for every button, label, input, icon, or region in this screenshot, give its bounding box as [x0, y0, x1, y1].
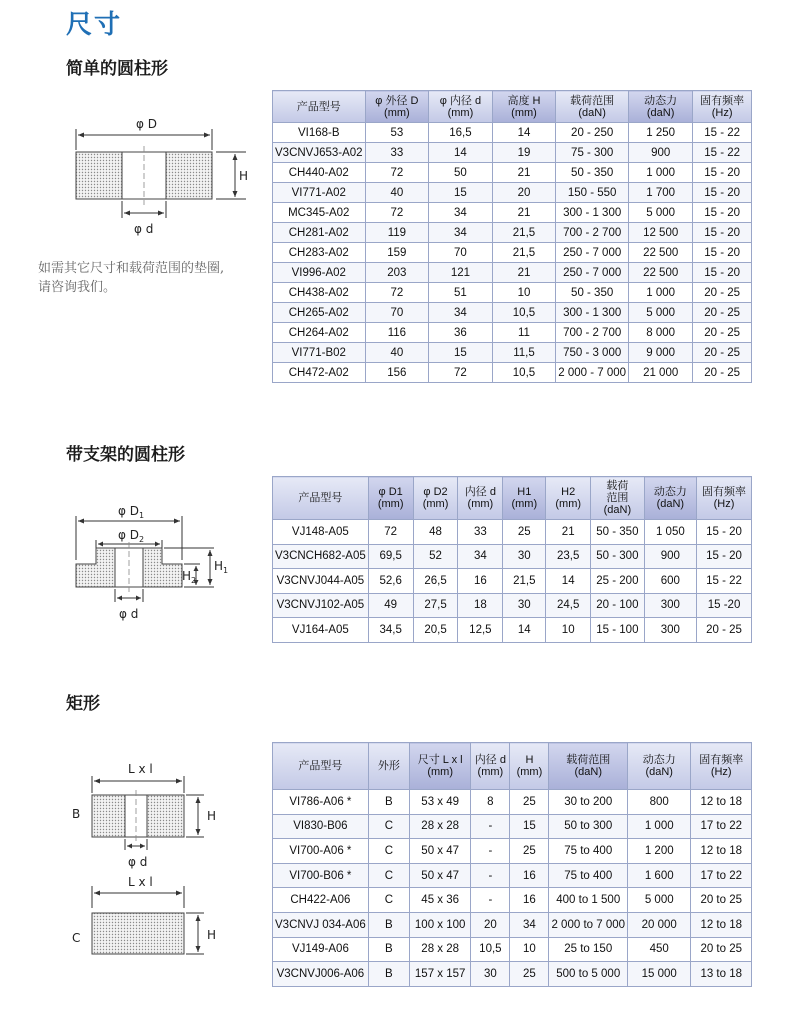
table-cell: 40 — [365, 343, 429, 363]
table-row — [273, 569, 752, 594]
table-cell: 15 - 22 — [693, 123, 752, 143]
table-cell: 16 — [510, 863, 549, 888]
table-cell: 21,5 — [492, 243, 556, 263]
model-cell: VJ164-A05 — [273, 618, 369, 643]
table-cell: 121 — [429, 263, 493, 283]
table-cell: 14 — [429, 143, 493, 163]
table-row — [273, 814, 752, 839]
table-cell: 119 — [365, 223, 429, 243]
table-cell: - — [471, 888, 510, 913]
table-cell: 25 - 200 — [591, 569, 644, 594]
table-cell: 15 - 20 — [697, 520, 752, 545]
table-cell: 8 000 — [629, 323, 693, 343]
table-cell: 15 — [429, 343, 493, 363]
column-header: 固有频率 (Hz) — [693, 91, 752, 123]
table-cell: 20,5 — [413, 618, 458, 643]
table-cell: 50 x 47 — [410, 839, 471, 864]
table-cell: 33 — [458, 520, 503, 545]
column-header: 载荷范围 (daN) — [556, 91, 629, 123]
table-cell: 25 — [510, 962, 549, 987]
table-row — [273, 203, 752, 223]
table-cell: 21 — [492, 263, 556, 283]
table-cell: 203 — [365, 263, 429, 283]
model-cell: CH438-A02 — [273, 283, 366, 303]
table-cell: - — [471, 814, 510, 839]
table-cell: 20 - 250 — [556, 123, 629, 143]
table-cell: B — [368, 912, 409, 937]
table-cell: 10,5 — [471, 937, 510, 962]
table-cell: 50 - 300 — [591, 544, 644, 569]
model-cell: VI700-B06 * — [273, 863, 369, 888]
table-cell: 12 500 — [629, 223, 693, 243]
column-header: 动态力 (daN) — [644, 477, 696, 520]
table-cell: 25 — [503, 520, 546, 545]
table-cell: 14 — [492, 123, 556, 143]
table-row — [273, 243, 752, 263]
table-cell: 400 to 1 500 — [549, 888, 628, 913]
table-cell: 500 to 5 000 — [549, 962, 628, 987]
table-cell: 12 to 18 — [691, 912, 752, 937]
table-row — [273, 863, 752, 888]
table-cell: 75 to 400 — [549, 839, 628, 864]
column-header: 动态力 (daN) — [629, 91, 693, 123]
column-header: 固有频率 (Hz) — [697, 477, 752, 520]
table-cell: - — [471, 863, 510, 888]
section-title-rect: 矩形 — [66, 694, 100, 714]
table-cell: 19 — [492, 143, 556, 163]
model-cell: V3CNVJ653-A02 — [273, 143, 366, 163]
column-header: 产品型号 — [273, 477, 369, 520]
table-cell: 52 — [413, 544, 458, 569]
note-line-1: 如需其它尺寸和载荷范围的垫圈, — [38, 261, 225, 276]
table-cell: 30 — [503, 593, 546, 618]
table-cell: 5 000 — [629, 303, 693, 323]
table-row — [273, 223, 752, 243]
table-cell: 34 — [429, 203, 493, 223]
table-cell: 16 — [510, 888, 549, 913]
table-cell: 250 - 7 000 — [556, 263, 629, 283]
model-cell: V3CNVJ102-A05 — [273, 593, 369, 618]
table-cell: 51 — [429, 283, 493, 303]
table-cell: 20 - 25 — [693, 363, 752, 383]
table-row — [273, 618, 752, 643]
table-cell: 30 — [471, 962, 510, 987]
table-cell: 70 — [365, 303, 429, 323]
model-cell: VI830-B06 — [273, 814, 369, 839]
table-cell: 12,5 — [458, 618, 503, 643]
column-header: 产品型号 — [273, 743, 369, 790]
table-cell: 28 x 28 — [410, 814, 471, 839]
table-cell: 48 — [413, 520, 458, 545]
table-cell: 20 — [492, 183, 556, 203]
table-cell: 1 700 — [629, 183, 693, 203]
table-cell: 1 200 — [628, 839, 691, 864]
table-row — [273, 790, 752, 815]
table-cell: 159 — [365, 243, 429, 263]
table-cell: 72 — [368, 520, 413, 545]
d1-label: φ $D_1$ — [118, 504, 145, 520]
table-cell: 34 — [510, 912, 549, 937]
table-cell: 21 — [492, 163, 556, 183]
table-cell: 16 — [458, 569, 503, 594]
table-cell: 21 — [546, 520, 591, 545]
column-header: H (mm) — [510, 743, 549, 790]
table-cell: 30 to 200 — [549, 790, 628, 815]
table-cell: 10 — [546, 618, 591, 643]
rect-inner-d-label: φ d — [128, 855, 148, 869]
table-cell: 1 000 — [629, 283, 693, 303]
column-header: φ D2 (mm) — [413, 477, 458, 520]
table-row — [273, 123, 752, 143]
column-header: 尺寸 L x l (mm) — [410, 743, 471, 790]
table-cell: 15 - 20 — [693, 223, 752, 243]
table-cell: 24,5 — [546, 593, 591, 618]
table-cell: 70 — [429, 243, 493, 263]
table-cell: 13 to 18 — [691, 962, 752, 987]
table-cell: 156 — [365, 363, 429, 383]
table-cell: 15 - 20 — [697, 544, 752, 569]
model-cell: MC345-A02 — [273, 203, 366, 223]
rect-spec-table — [272, 742, 752, 987]
model-cell: CH472-A02 — [273, 363, 366, 383]
model-cell: CH283-A02 — [273, 243, 366, 263]
table-cell: B — [368, 790, 409, 815]
table-cell: 2 000 - 7 000 — [556, 363, 629, 383]
table-cell: 16,5 — [429, 123, 493, 143]
table-cell: 72 — [429, 363, 493, 383]
table-cell: 5 000 — [629, 203, 693, 223]
table-cell: 75 - 300 — [556, 143, 629, 163]
d2-label: φ $D_2$ — [118, 528, 145, 544]
table-header-row — [273, 91, 752, 123]
table-cell: 1 250 — [629, 123, 693, 143]
model-cell: V3CNVJ 034-A06 — [273, 912, 369, 937]
table-cell: 20 000 — [628, 912, 691, 937]
model-cell: VI700-A06 * — [273, 839, 369, 864]
table-row — [273, 163, 752, 183]
table-cell: 1 000 — [628, 814, 691, 839]
table-cell: 250 - 7 000 — [556, 243, 629, 263]
table-cell: 15 -20 — [697, 593, 752, 618]
column-header: 载荷范围 (daN) — [549, 743, 628, 790]
table-cell: 72 — [365, 283, 429, 303]
model-cell: CH265-A02 — [273, 303, 366, 323]
table-row — [273, 143, 752, 163]
table-cell: 20 - 25 — [697, 618, 752, 643]
table-cell: 21 000 — [629, 363, 693, 383]
table-row — [273, 962, 752, 987]
table-cell: 52,6 — [368, 569, 413, 594]
table-cell: B — [368, 962, 409, 987]
table-row — [273, 520, 752, 545]
column-header: 产品型号 — [273, 91, 366, 123]
column-header: 外形 — [368, 743, 409, 790]
table-cell: 700 - 2 700 — [556, 223, 629, 243]
column-header: 载荷 范围 (daN) — [591, 477, 644, 520]
table-cell: 22 500 — [629, 243, 693, 263]
section-title-cylinder: 简单的圆柱形 — [66, 59, 168, 79]
table-cell: 15 - 20 — [693, 243, 752, 263]
column-header: 内径 d (mm) — [471, 743, 510, 790]
table-cell: 25 — [510, 790, 549, 815]
table-header-row — [273, 743, 752, 790]
model-cell: VI168-B — [273, 123, 366, 143]
table-cell: 15 000 — [628, 962, 691, 987]
h2-label: $H_2$ — [182, 569, 197, 585]
table-cell: 2 000 to 7 000 — [549, 912, 628, 937]
table-cell: 157 x 157 — [410, 962, 471, 987]
model-cell: VJ148-A05 — [273, 520, 369, 545]
table-cell: 26,5 — [413, 569, 458, 594]
table-cell: 21,5 — [492, 223, 556, 243]
table-cell: 15 — [429, 183, 493, 203]
table-cell: 600 — [644, 569, 696, 594]
table-cell: 10 — [510, 937, 549, 962]
table-cell: 49 — [368, 593, 413, 618]
model-cell: VI771-A02 — [273, 183, 366, 203]
table-cell: 450 — [628, 937, 691, 962]
model-cell: V3CNVJ006-A06 — [273, 962, 369, 987]
table-cell: 30 — [503, 544, 546, 569]
note-line-2: 请咨询我们。 — [38, 280, 117, 295]
table-cell: C — [368, 863, 409, 888]
table-cell: 17 to 22 — [691, 814, 752, 839]
table-cell: 50 - 350 — [556, 163, 629, 183]
table-cell: 5 000 — [628, 888, 691, 913]
table-row — [273, 544, 752, 569]
column-header: 内径 d (mm) — [458, 477, 503, 520]
table-row — [273, 263, 752, 283]
table-cell: 34 — [429, 303, 493, 323]
table-cell: 34 — [429, 223, 493, 243]
table-cell: 36 — [429, 323, 493, 343]
model-cell: VI786-A06 * — [273, 790, 369, 815]
table-cell: 11,5 — [492, 343, 556, 363]
table-row — [273, 323, 752, 343]
table-cell: 20 to 25 — [691, 937, 752, 962]
lxl-top-label: L x l — [128, 762, 153, 776]
shape-c-label: C — [72, 931, 81, 945]
table-cell: 50 — [429, 163, 493, 183]
table-cell: B — [368, 937, 409, 962]
rect-diagram — [0, 0, 270, 1000]
table-cell: 50 - 350 — [556, 283, 629, 303]
table-cell: 34 — [458, 544, 503, 569]
table-cell: 1 000 — [629, 163, 693, 183]
table-cell: 75 to 400 — [549, 863, 628, 888]
h-top-label: H — [207, 809, 217, 823]
table-cell: 1 050 — [644, 520, 696, 545]
table-cell: 28 x 28 — [410, 937, 471, 962]
table-cell: 15 - 22 — [693, 143, 752, 163]
table-cell: 900 — [629, 143, 693, 163]
table-row — [273, 363, 752, 383]
table-cell: 300 - 1 300 — [556, 303, 629, 323]
table-row — [273, 283, 752, 303]
shape-b-label: B — [72, 807, 81, 821]
table-cell: 1 600 — [628, 863, 691, 888]
inner-diameter-label: φ d — [134, 222, 154, 236]
table-cell: 72 — [365, 163, 429, 183]
table-row — [273, 912, 752, 937]
lxl-bottom-label: L x l — [128, 875, 153, 889]
bracket-inner-d-label: φ d — [119, 607, 139, 621]
table-cell: 69,5 — [368, 544, 413, 569]
model-cell: CH440-A02 — [273, 163, 366, 183]
table-cell: 15 - 22 — [697, 569, 752, 594]
table-cell: 900 — [644, 544, 696, 569]
table-cell: 17 to 22 — [691, 863, 752, 888]
model-cell: VI771-B02 — [273, 343, 366, 363]
cylinder-spec-table — [272, 90, 752, 383]
column-header: φ 外径 D (mm) — [365, 91, 429, 123]
table-cell: 300 — [644, 618, 696, 643]
table-row — [273, 937, 752, 962]
column-header: 高度 H (mm) — [492, 91, 556, 123]
table-row — [273, 888, 752, 913]
table-cell: 18 — [458, 593, 503, 618]
table-cell: 12 to 18 — [691, 790, 752, 815]
table-header-row — [273, 477, 752, 520]
table-row — [273, 303, 752, 323]
table-cell: 300 - 1 300 — [556, 203, 629, 223]
table-cell: 20 - 25 — [693, 323, 752, 343]
section-title-bracket: 带支架的圆柱形 — [66, 445, 185, 465]
column-header: H1 (mm) — [503, 477, 546, 520]
table-cell: 23,5 — [546, 544, 591, 569]
table-cell: 15 - 20 — [693, 183, 752, 203]
table-cell: C — [368, 814, 409, 839]
table-cell: 50 to 300 — [549, 814, 628, 839]
column-header: 动态力 (daN) — [628, 743, 691, 790]
table-row — [273, 183, 752, 203]
table-cell: 15 — [510, 814, 549, 839]
table-cell: 20 to 25 — [691, 888, 752, 913]
table-cell: 21 — [492, 203, 556, 223]
model-cell: V3CNVJ044-A05 — [273, 569, 369, 594]
table-cell: 20 - 25 — [693, 343, 752, 363]
bracket-spec-table — [272, 476, 752, 643]
table-cell: 45 x 36 — [410, 888, 471, 913]
model-cell: CH281-A02 — [273, 223, 366, 243]
h1-label: $H_1$ — [214, 559, 229, 575]
table-cell: 150 - 550 — [556, 183, 629, 203]
model-cell: CH422-A06 — [273, 888, 369, 913]
table-cell: 20 - 100 — [591, 593, 644, 618]
table-cell: 700 - 2 700 — [556, 323, 629, 343]
table-cell: 20 — [471, 912, 510, 937]
table-cell: 50 - 350 — [591, 520, 644, 545]
table-cell: 10,5 — [492, 303, 556, 323]
table-cell: 11 — [492, 323, 556, 343]
table-cell: 40 — [365, 183, 429, 203]
table-row — [273, 839, 752, 864]
h-bottom-label: H — [207, 928, 217, 942]
table-cell: 50 x 47 — [410, 863, 471, 888]
table-cell: 20 - 25 — [693, 303, 752, 323]
table-cell: C — [368, 839, 409, 864]
table-cell: 10,5 — [492, 363, 556, 383]
table-cell: C — [368, 888, 409, 913]
height-label: H — [239, 169, 249, 183]
table-cell: 10 — [492, 283, 556, 303]
table-row — [273, 593, 752, 618]
table-cell: 27,5 — [413, 593, 458, 618]
table-cell: 15 - 100 — [591, 618, 644, 643]
column-header: φ 内径 d (mm) — [429, 91, 493, 123]
table-row — [273, 343, 752, 363]
table-cell: 800 — [628, 790, 691, 815]
page-title: 尺寸 — [66, 10, 123, 40]
table-cell: 12 to 18 — [691, 839, 752, 864]
table-cell: 100 x 100 — [410, 912, 471, 937]
table-cell: 22 500 — [629, 263, 693, 283]
table-cell: 72 — [365, 203, 429, 223]
column-header: φ D1 (mm) — [368, 477, 413, 520]
table-cell: 33 — [365, 143, 429, 163]
table-cell: 300 — [644, 593, 696, 618]
table-cell: 15 - 20 — [693, 203, 752, 223]
outer-diameter-label: φ D — [136, 117, 157, 131]
table-cell: 15 - 20 — [693, 163, 752, 183]
table-cell: 53 — [365, 123, 429, 143]
model-cell: CH264-A02 — [273, 323, 366, 343]
model-cell: VJ149-A06 — [273, 937, 369, 962]
table-cell: 25 to 150 — [549, 937, 628, 962]
column-header: 固有频率 (Hz) — [691, 743, 752, 790]
table-cell: 750 - 3 000 — [556, 343, 629, 363]
table-cell: 25 — [510, 839, 549, 864]
table-cell: 9 000 — [629, 343, 693, 363]
model-cell: VI996-A02 — [273, 263, 366, 283]
table-cell: - — [471, 839, 510, 864]
model-cell: V3CNCH682-A05 — [273, 544, 369, 569]
table-cell: 14 — [546, 569, 591, 594]
table-cell: 15 - 20 — [693, 263, 752, 283]
table-cell: 116 — [365, 323, 429, 343]
column-header: H2 (mm) — [546, 477, 591, 520]
table-cell: 8 — [471, 790, 510, 815]
table-cell: 14 — [503, 618, 546, 643]
table-cell: 34,5 — [368, 618, 413, 643]
table-cell: 21,5 — [503, 569, 546, 594]
table-cell: 53 x 49 — [410, 790, 471, 815]
table-cell: 20 - 25 — [693, 283, 752, 303]
